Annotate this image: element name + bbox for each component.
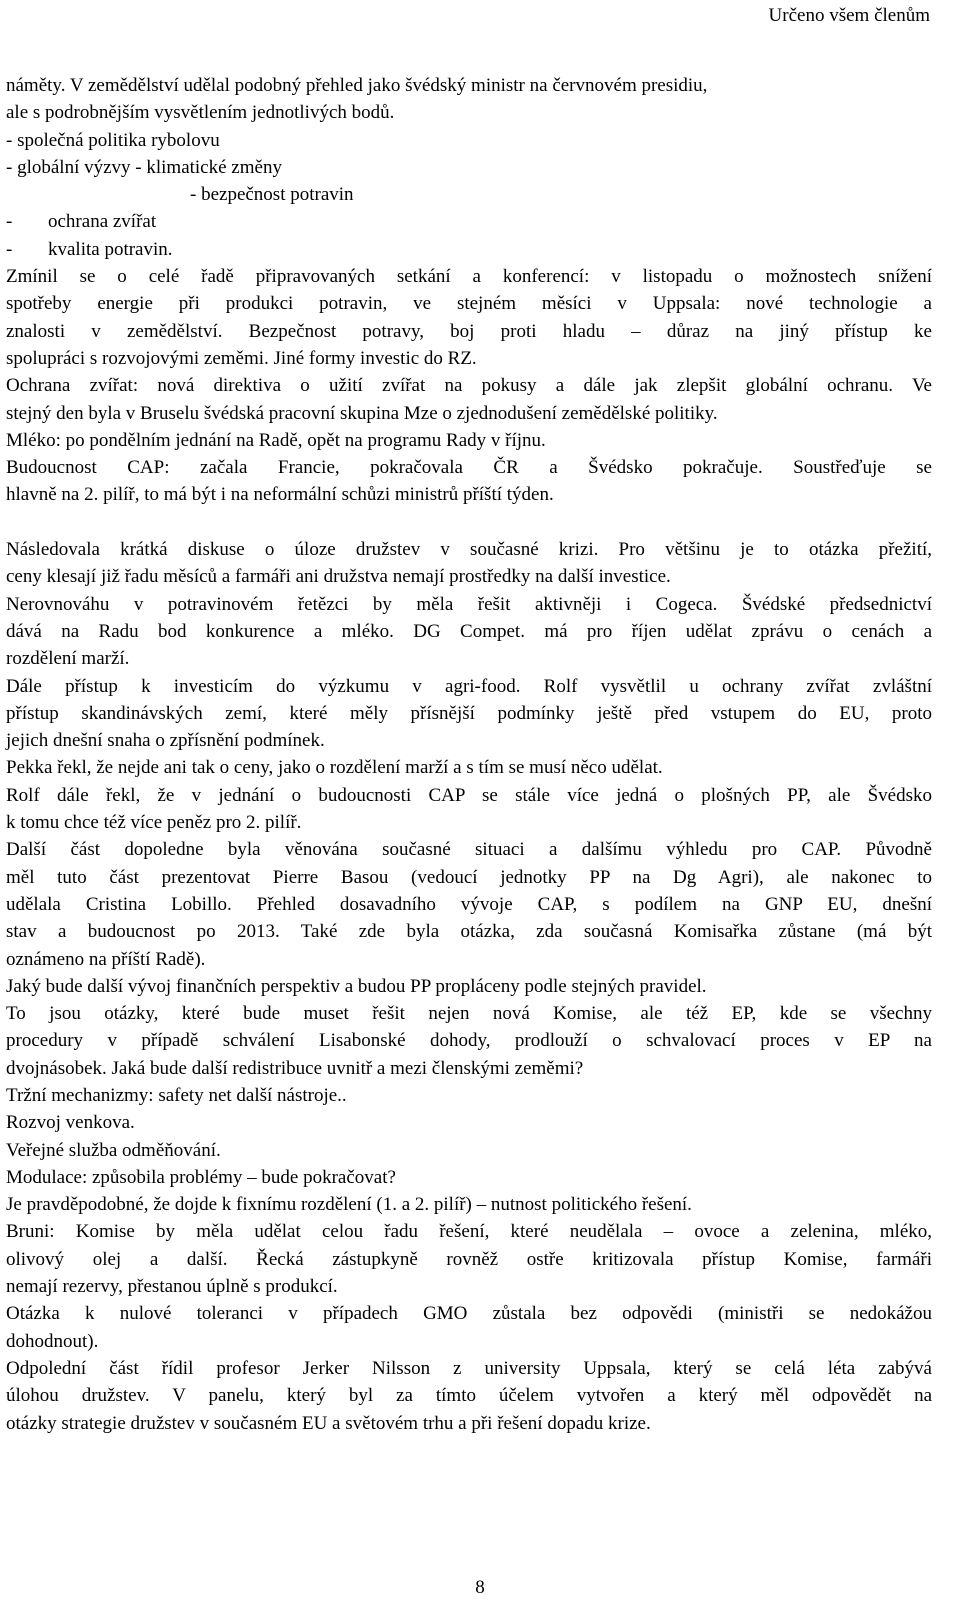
text-line: Je pravděpodobné, že dojde k fixnímu rozdělení (1. a 2. pilíř) – nutnost politického řešení. (6, 1194, 692, 1216)
text-line: stav a budoucnost po 2013. Také zde byla otázka, zda současná Komisařka zůstane (má být (6, 921, 932, 943)
text-line: dohodnout). (6, 1330, 99, 1352)
bullet-text: kvalita potravin. (48, 238, 173, 260)
text-line: Rolf dále řekl, že v jednání o budoucnosti CAP se stále více jedná o plošných PP, ale Švédsko (6, 784, 932, 806)
text-line: Zmínil se o celé řadě připravovaných setkání a konferencí: v listopadu o možnostech snížení (6, 266, 932, 288)
text-line: přístup skandinávských zemí, které měly přísnější podmínky ještě před vstupem do EU, proto (6, 702, 932, 724)
text-line: Následovala krátká diskuse o úloze družstev v současné krizi. Pro většinu je to otázka přežití, (6, 539, 932, 561)
text-line: Dále přístup k investicím do výzkumu v agri-food. Rolf vysvětlil u ochrany zvířat zvláštní (6, 675, 932, 697)
text-line: procedury v případě schválení Lisabonské dohody, prodlouží o schvalovací proces v EP na (6, 1030, 932, 1052)
text-line: spolupráci s rozvojovými zeměmi. Jiné formy investic do RZ. (6, 347, 477, 369)
text-line: Tržní mechanizmy: safety net další nástroje.. (6, 1084, 347, 1106)
text-line: jejich dnešní snaha o zpřísnění podmínek. (6, 730, 325, 752)
bullet-dash: - (6, 211, 13, 233)
bullet-item: - globální výzvy - klimatické změny (6, 156, 282, 178)
text-line: Bruni: Komise by měla udělat celou řadu řešení, které neudělala – ovoce a zelenina, mléko, (6, 1221, 932, 1243)
text-line: otázky strategie družstev v současném EU a světovém trhu a při řešení dopadu krize. (6, 1412, 651, 1434)
text-line: znalosti v zemědělství. Bezpečnost potravy, boj proti hladu – důraz na jiný přístup ke (6, 320, 932, 342)
text-line: k tomu chce též více peněz pro 2. pilíř. (6, 812, 302, 834)
bullet-item (6, 236, 932, 263)
page-number: 8 (475, 1577, 485, 1598)
text-line: olivový olej a další. Řecká zástupkyně rovněž ostře kritizovala přístup Komise, farmáři (6, 1248, 932, 1270)
bullet-item: - bezpečnost potravin (190, 184, 354, 206)
bullet-item: - společná politika rybolovu (6, 129, 220, 151)
text-line: úlohou družstev. V panelu, který byl za tímto účelem vytvořen a který měl odpovědět na (6, 1385, 932, 1407)
text-line: měl tuto část prezentovat Pierre Basou (vedoucí jednotky PP na Dg Agri), ale nakonec to (6, 866, 932, 888)
text-line: nemají rezervy, přestanou úplně s produkcí. (6, 1276, 338, 1298)
text-line: Další část dopoledne byla věnována současné situaci a dalšímu výhledu pro CAP. Původně (6, 839, 932, 861)
text-line: rozdělení marží. (6, 648, 130, 670)
text-line: dává na Radu bod konkurence a mléko. DG Compet. má pro říjen udělat zprávu o cenách a (6, 620, 932, 642)
text-line: Odpolední část řídil profesor Jerker Nilsson z university Uppsala, který se celá léta zabývá (6, 1357, 932, 1379)
bullet-item (6, 208, 932, 235)
text-line: oznámeno na příští Radě). (6, 948, 206, 970)
text-line: ceny klesají již řadu měsíců a farmáři ani družstva nemají prostředky na další investice. (6, 566, 671, 588)
text-line: Budoucnost CAP: začala Francie, pokračovala ČR a Švédsko pokračuje. Soustřeďuje se (6, 457, 932, 479)
text-line: Nerovnováhu v potravinovém řetězci by měla řešit aktivněji i Cogeca. Švédské předsednictví (6, 593, 932, 615)
header-note: Určeno všem členům (768, 5, 930, 26)
text-line: udělala Cristina Lobillo. Přehled dosavadního vývoje CAP, s podílem na GNP EU, dnešní (6, 893, 932, 915)
text-line: Rozvoj venkova. (6, 1112, 135, 1134)
text-line: Veřejné služba odměňování. (6, 1139, 221, 1161)
blank-line (6, 509, 932, 536)
text-line: dvojnásobek. Jaká bude další redistribuce uvnitř a mezi členskými zeměmi? (6, 1057, 584, 1079)
text-line: hlavně na 2. pilíř, to má být i na neformální schůzi ministrů příští týden. (6, 484, 554, 506)
text-line: stejný den byla v Bruselu švédská pracovní skupina Mze o zjednodušení zemědělské politiky. (6, 402, 718, 424)
text-line: spotřeby energie při produkci potravin, ve stejném měsíci v Uppsala: nové technologie a (6, 293, 932, 315)
text-line: Pekka řekl, že nejde ani tak o ceny, jako o rozdělení marží a s tím se musí něco udělat. (6, 757, 663, 779)
bullet-dash: - (6, 238, 13, 260)
paragraph-block (6, 263, 932, 1437)
text-line: Modulace: způsobila problémy – bude pokračovat? (6, 1166, 396, 1188)
text-line: náměty. V zemědělství udělal podobný přehled jako švédský ministr na červnovém presidiu, (6, 75, 708, 96)
bullet-text: ochrana zvířat (48, 211, 157, 233)
document-body (6, 72, 932, 1437)
text-line: ale s podrobnějším vysvětlením jednotlivých bodů. (6, 102, 395, 124)
text-line: Jaký bude další vývoj finančních perspektiv a budou PP propláceny podle stejných pravidel. (6, 975, 707, 997)
text-line: Otázka k nulové toleranci v případech GMO zůstala bez odpovědi (ministři se nedokážou (6, 1303, 932, 1325)
text-line: To jsou otázky, které bude muset řešit nejen nová Komise, ale též EP, kde se všechny (6, 1003, 932, 1025)
text-line: Ochrana zvířat: nová direktiva o užití zvířat na pokusy a dále jak zlepšit globální ochranu. Ve (6, 375, 932, 397)
text-line: Mléko: po pondělním jednání na Radě, opět na programu Rady v říjnu. (6, 429, 546, 451)
